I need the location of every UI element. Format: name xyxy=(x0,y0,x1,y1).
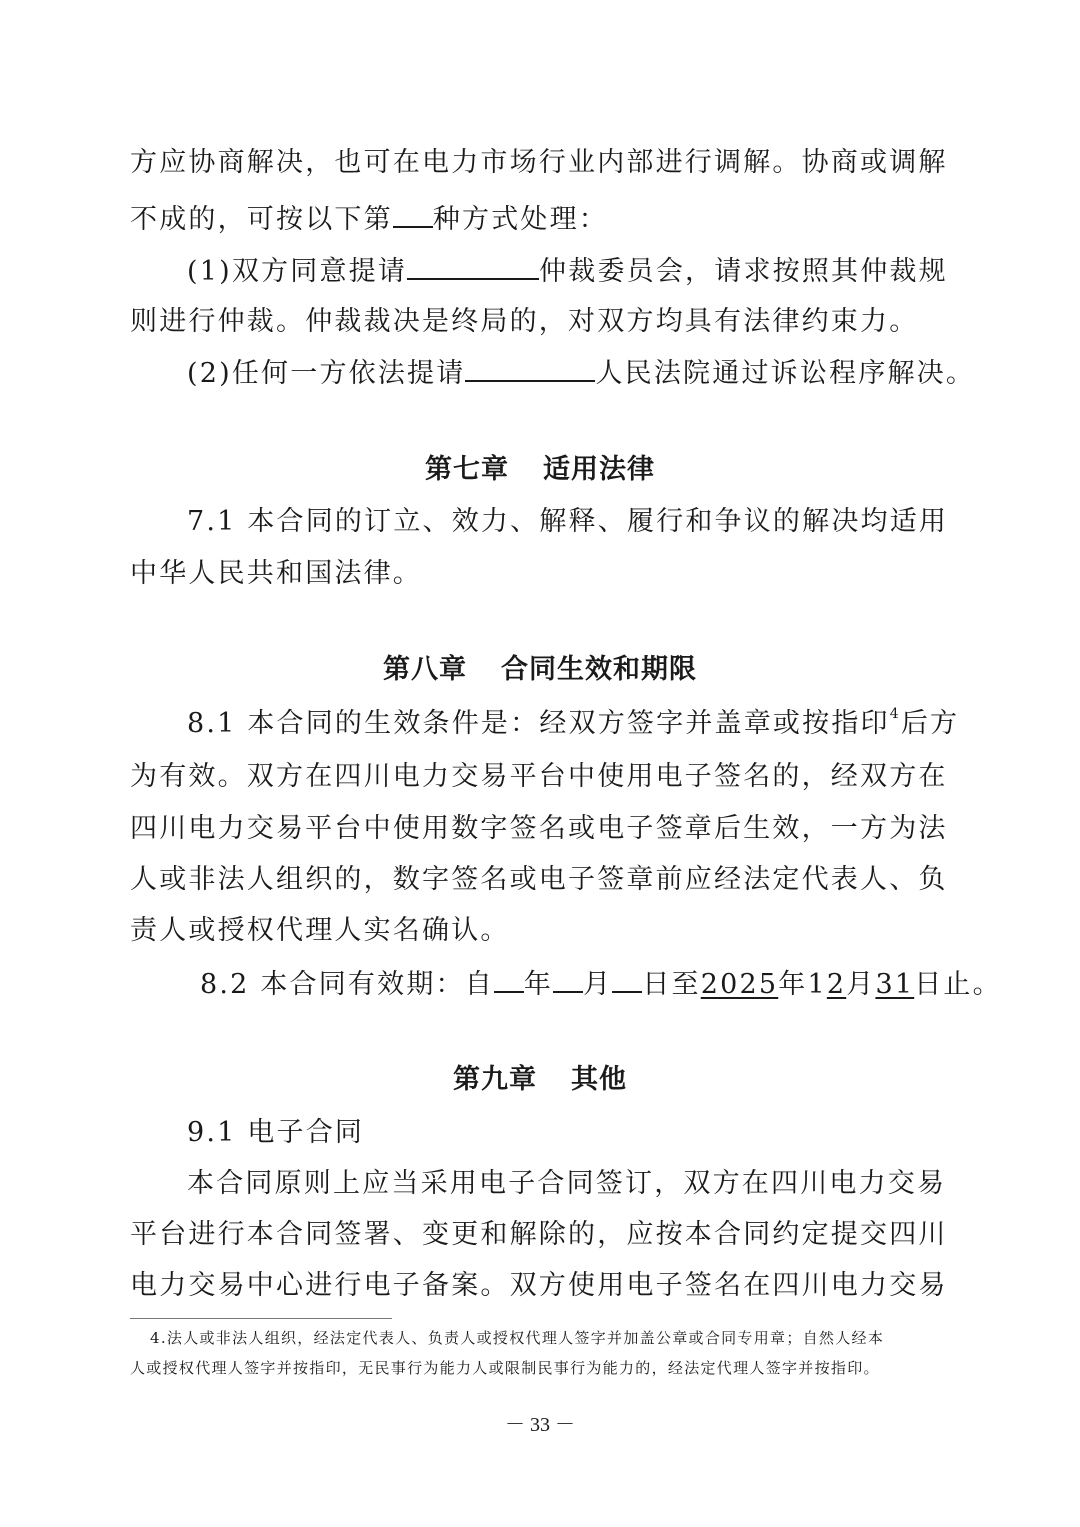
text: 7.1 本合同的订立、效力、解释、履行和争议的解决均适用 xyxy=(187,506,949,537)
text: 为有效。双方在四川电力交易平台中使用电子签名的，经双方在 xyxy=(130,761,948,792)
paragraph-line xyxy=(130,198,950,238)
text: 四川电力交易平台中使用数字签名或电子签章后生效，一方为法 xyxy=(130,813,948,844)
end-year: 2025 xyxy=(700,969,779,1000)
text: 4.法人或非法人组织，经法定代表人、负责人或授权代理人签字并加盖公章或合同专用章；自然人经本 xyxy=(150,1329,885,1347)
chapter-7-heading xyxy=(0,450,1080,490)
chapter-9-heading xyxy=(0,1060,1080,1100)
footnote-divider xyxy=(130,1318,392,1319)
paragraph-line xyxy=(130,911,950,951)
text: 日止。 xyxy=(914,969,1002,1000)
clause-8-1 xyxy=(187,704,960,744)
text: 9.1 电子合同 xyxy=(187,1117,365,1148)
text: 平台进行本合同签署、变更和解除的，应按本合同约定提交四川 xyxy=(130,1219,948,1250)
footnote-ref[interactable]: 4 xyxy=(889,706,901,722)
text: 月 xyxy=(846,969,876,1000)
start-day-blank xyxy=(612,963,642,993)
chapter-8-heading xyxy=(0,650,1080,690)
paragraph-line xyxy=(130,1266,950,1306)
footnote-line xyxy=(150,1325,950,1351)
text: 日至 xyxy=(642,969,701,1000)
text: 仲裁委员会，请求按照其仲裁规 xyxy=(539,256,948,287)
paragraph-line xyxy=(130,1215,950,1255)
text: 8.1 本合同的生效条件是：经双方签字并盖章或按指印 xyxy=(187,708,890,739)
paragraph-line xyxy=(130,302,950,342)
text: (1)双方同意提请 xyxy=(187,256,408,287)
text: 年 xyxy=(523,969,554,1000)
text: 电力交易中心进行电子备案。双方使用电子签名在四川电力交易 xyxy=(130,1270,948,1301)
text: 则进行仲裁。仲裁裁决是终局的，对双方均具有法律约束力。 xyxy=(130,306,919,337)
paragraph-line xyxy=(130,860,950,900)
text: 人民法院通过诉讼程序解决。 xyxy=(595,358,976,389)
text: 后方 xyxy=(900,708,960,739)
text: 8.2 本合同有效期：自 xyxy=(200,969,494,1000)
text: (2)任何一方依法提请 xyxy=(187,358,466,389)
text: 不成的，可按以下第 xyxy=(130,204,393,235)
paragraph-line xyxy=(130,143,950,183)
start-month-blank xyxy=(553,963,583,993)
chapter-title: 合同生效和期限 xyxy=(501,654,697,685)
end-month-digit: 1 xyxy=(807,969,827,1000)
end-day: 31 xyxy=(875,969,915,1000)
fill-in-blank xyxy=(393,198,433,228)
chapter-number: 第九章 xyxy=(453,1064,537,1095)
paragraph-line xyxy=(130,757,950,797)
text: 种方式处理： xyxy=(432,204,609,235)
text: 方应协商解决，也可在电力市场行业内部进行调解。协商或调解 xyxy=(130,147,948,178)
clause-8-2 xyxy=(200,963,1002,1003)
court-blank xyxy=(465,352,595,382)
text: 人或非法人组织的，数字签名或电子签章前应经法定代表人、负 xyxy=(130,864,948,895)
text: 人或授权代理人签字并按指印，无民事行为能力人或限制民事行为能力的，经法定代理人签字并按指印。 xyxy=(130,1359,880,1377)
arbitration-commission-blank xyxy=(407,250,539,280)
text: 中华人民共和国法律。 xyxy=(130,558,422,589)
text: 本合同原则上应当采用电子合同签订，双方在四川电力交易 xyxy=(187,1168,947,1199)
footnote-line xyxy=(130,1355,950,1381)
page-number: － 33 － xyxy=(505,1414,575,1436)
paragraph-line xyxy=(187,1164,950,1204)
chapter-title: 其他 xyxy=(571,1064,627,1095)
paragraph-line xyxy=(130,809,950,849)
clause-9-1-title xyxy=(187,1113,950,1153)
text: 月 xyxy=(583,969,613,1000)
text: 责人或授权代理人实名确认。 xyxy=(130,915,510,946)
clause-7-1 xyxy=(187,502,950,542)
option-1-line xyxy=(187,250,950,290)
paragraph-line xyxy=(130,554,950,594)
chapter-number: 第八章 xyxy=(383,654,467,685)
text: 年 xyxy=(778,969,808,1000)
chapter-number: 第七章 xyxy=(425,454,509,485)
option-2-line xyxy=(187,352,976,392)
chapter-title: 适用法律 xyxy=(543,454,655,485)
end-month-digit: 2 xyxy=(826,969,847,1000)
start-year-blank xyxy=(494,963,524,993)
